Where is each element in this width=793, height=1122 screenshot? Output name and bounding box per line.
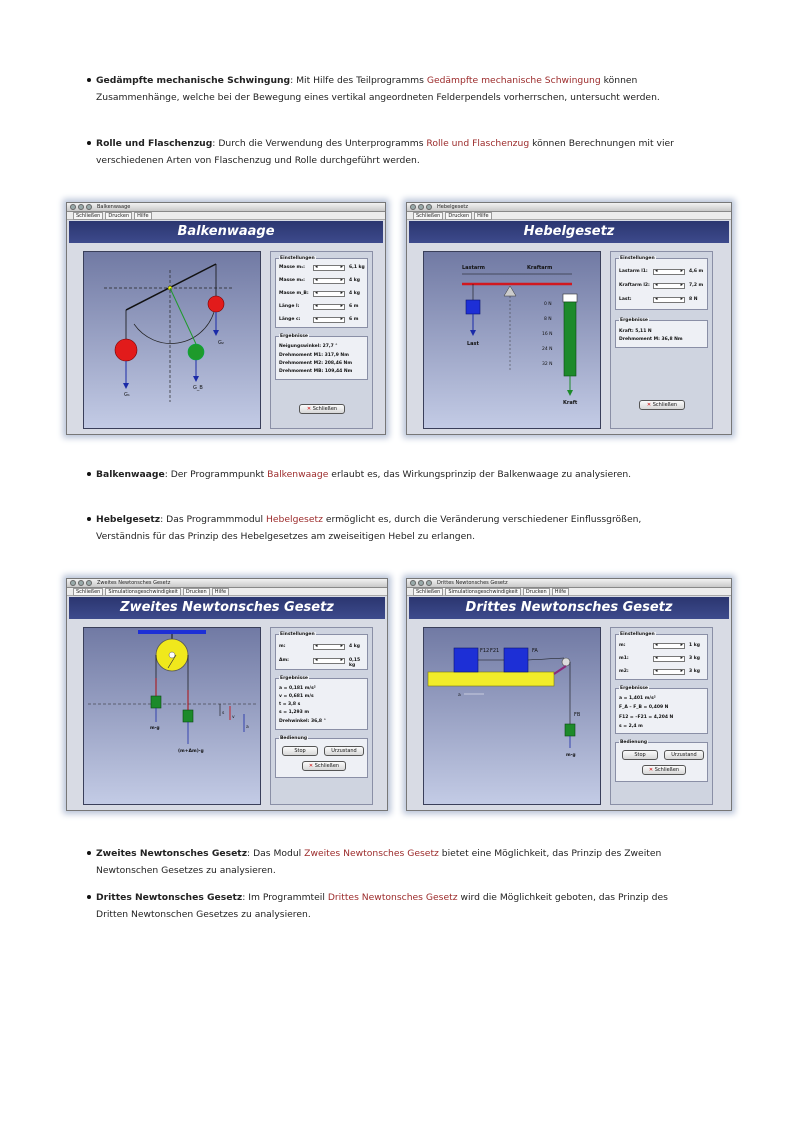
setting-slider[interactable] <box>653 669 685 675</box>
mass-mb <box>188 344 204 360</box>
label-g1: G₁ <box>124 392 130 398</box>
menu-drucken[interactable]: Drucken <box>523 588 550 596</box>
window-titlebar <box>407 203 731 212</box>
setting-row <box>279 317 365 324</box>
bullet-link[interactable]: Drittes Newtonsches Gesetz <box>327 892 458 903</box>
table-surface <box>428 672 554 686</box>
block-m2 <box>504 648 528 672</box>
bedienung-group <box>275 738 368 778</box>
menubar <box>407 212 731 220</box>
label-dmg: (m+Δm)·g <box>178 749 204 754</box>
balkenwaage-drawing <box>84 252 262 430</box>
button-label: Schließen <box>312 406 338 412</box>
close-icon: ✕ <box>648 767 654 773</box>
setting-row <box>279 278 365 285</box>
bullet-hebelgesetz <box>87 511 687 545</box>
menu-hilfe[interactable]: Hilfe <box>134 212 151 220</box>
setting-slider[interactable] <box>313 304 345 310</box>
label-a: a <box>458 693 461 698</box>
menu-schliessen[interactable]: Schließen <box>73 212 103 220</box>
bullet-dot <box>87 472 91 476</box>
setting-row <box>619 297 705 304</box>
bullet-rolle-flaschenzug <box>87 135 687 169</box>
menubar <box>67 588 387 596</box>
scale-tick: 24 N <box>542 347 553 352</box>
setting-value: 4,6 m <box>689 269 704 274</box>
force-arrowhead-gb <box>193 376 199 382</box>
close-icon: ✕ <box>306 406 312 412</box>
bullet-text: : Der Programmpunkt <box>164 469 268 480</box>
label-last: Last <box>467 341 479 347</box>
label-kraftarm: Kraftarm <box>527 265 553 271</box>
setting-value: 8 N <box>689 297 698 302</box>
bullet-zweites-newtonsches-gesetz <box>87 845 687 879</box>
setting-value: 4 kg <box>349 278 360 283</box>
kraft-arrowhead <box>567 390 573 396</box>
label-a: a <box>246 725 249 730</box>
setting-row <box>279 304 365 311</box>
string-mb <box>170 288 196 344</box>
setting-slider[interactable] <box>313 644 345 650</box>
setting-value: 3 kg <box>689 669 700 674</box>
label-f21: F21 <box>490 648 500 654</box>
bullet-text: : Im Programmteil <box>242 892 328 903</box>
close-icon: ✕ <box>308 763 314 769</box>
bullet-text: können Zusammenhänge, welche bei der Bewegung eines vertikal angeordneten Felderpendels vorherrschen, untersucht werden. <box>96 75 660 103</box>
menu-hilfe[interactable]: Hilfe <box>474 212 491 220</box>
simulation-canvas <box>83 251 261 429</box>
schliessen-button[interactable] <box>639 400 685 410</box>
window-close-icon[interactable] <box>410 204 416 210</box>
bullet-title: Balkenwaage <box>96 469 165 480</box>
bullet-link[interactable]: Zweites Newtonsches Gesetz <box>304 848 439 859</box>
einstellungen-group <box>275 258 368 328</box>
bullet-link[interactable]: Balkenwaage <box>267 469 329 480</box>
window-maximize-icon[interactable] <box>86 204 92 210</box>
result-line: a = 0,181 m/s² <box>279 686 316 691</box>
bullet-dot <box>87 851 91 855</box>
bullet-text: wird die Möglichkeit geboten, das Prinzip des Dritten Newtonschen Gesetzes zu analysieren. <box>96 892 668 920</box>
label-f12: F12 <box>480 648 490 654</box>
window-minimize-icon[interactable] <box>418 580 424 586</box>
stop-button[interactable]: Stop <box>622 750 658 760</box>
ergebnisse-group <box>615 688 708 734</box>
setting-slider[interactable] <box>653 297 685 303</box>
label-lastarm: Lastarm <box>462 265 485 271</box>
setting-label: Masse m_B: <box>279 291 309 296</box>
label-v: v <box>232 715 235 720</box>
menu-drucken[interactable]: Drucken <box>445 212 472 220</box>
load-arrowhead <box>470 330 476 336</box>
setting-value: 7,2 m <box>689 283 704 288</box>
scale-tick: 32 N <box>542 362 553 367</box>
menubar <box>67 212 385 220</box>
window-close-icon[interactable] <box>70 580 76 586</box>
group-label: Ergebnisse <box>620 318 648 323</box>
setting-value: 6 m <box>349 317 359 322</box>
button-label: Schließen <box>652 402 678 408</box>
einstellungen-group <box>615 634 708 680</box>
app-heading: Hebelgesetz <box>409 221 729 243</box>
result-line: Drehmoment M2: 208,46 Nm <box>279 361 353 366</box>
bullet-link[interactable]: Gedämpfte mechanische Schwingung <box>426 75 601 86</box>
menu-schliessen[interactable]: Schließen <box>413 588 443 596</box>
app-window <box>407 203 731 434</box>
setting-slider[interactable] <box>313 658 345 664</box>
bullet-text: : Das Modul <box>247 848 305 859</box>
result-line: Drehmoment MB: 109,44 Nm <box>279 369 353 374</box>
setting-label: m: <box>619 643 626 648</box>
ergebnisse-group <box>275 336 368 380</box>
setting-row <box>279 658 365 668</box>
window-titlebar <box>407 579 731 588</box>
bullet-text: bietet eine Möglichkeit, das Prinzip des Zweiten Newtonschen Gesetzes zu analysieren. <box>96 848 662 876</box>
setting-value: 6 m <box>349 304 359 309</box>
window-maximize-icon[interactable] <box>426 580 432 586</box>
group-label: Bedienung <box>280 736 308 741</box>
setting-row <box>619 283 705 290</box>
mass-left <box>151 696 161 708</box>
label-g2: G₂ <box>218 340 224 346</box>
setting-value: 0,15 kg <box>349 658 361 668</box>
bullet-title: Rolle und Flaschenzug <box>96 138 213 149</box>
menu-schliessen[interactable]: Schließen <box>413 212 443 220</box>
close-icon: ✕ <box>646 402 652 408</box>
setting-row <box>619 643 705 650</box>
spring-scale-top <box>563 294 577 302</box>
hanging-mass <box>565 724 575 736</box>
setting-label: Lastarm l1: <box>619 269 648 274</box>
label-kraft: Kraft <box>563 400 578 406</box>
schliessen-button[interactable] <box>299 404 345 414</box>
setting-value: 4 kg <box>349 644 360 649</box>
hebelgesetz-drawing <box>424 252 602 430</box>
screenshot-balkenwaage <box>66 202 386 435</box>
result-line: Drehwinkel: 36,8 ° <box>279 719 326 724</box>
setting-slider[interactable] <box>653 269 685 275</box>
bullet-dot <box>87 895 91 899</box>
urzustand-button[interactable]: Urzustand <box>664 750 704 760</box>
window-title: Hebelgesetz <box>437 204 468 210</box>
setting-row <box>279 265 365 272</box>
setting-slider[interactable] <box>653 643 685 649</box>
spring-scale-body <box>564 302 576 376</box>
screenshot-drittes-newtonsches-gesetz <box>406 578 732 811</box>
setting-label: Δm: <box>279 658 289 663</box>
force-arrowhead-g1 <box>123 383 129 389</box>
window-minimize-icon[interactable] <box>78 204 84 210</box>
atwood-machine-drawing <box>84 628 262 806</box>
group-label: Bedienung <box>620 740 648 745</box>
simulation-canvas <box>83 627 261 805</box>
app-window <box>407 579 731 810</box>
ergebnisse-group <box>615 320 708 348</box>
bullet-drittes-newtonsches-gesetz <box>87 889 687 923</box>
button-label: Schließen <box>654 767 680 773</box>
schliessen-button[interactable] <box>302 761 346 771</box>
window-minimize-icon[interactable] <box>78 580 84 586</box>
scale-tick: 0 N <box>544 302 552 307</box>
setting-row <box>619 269 705 276</box>
menubar <box>407 588 731 596</box>
group-label: Ergebnisse <box>620 686 648 691</box>
setting-label: m2: <box>619 669 629 674</box>
setting-value: 3 kg <box>689 656 700 661</box>
setting-slider[interactable] <box>313 317 345 323</box>
window-close-icon[interactable] <box>410 580 416 586</box>
screenshot-hebelgesetz <box>406 202 732 435</box>
setting-label: Länge c: <box>279 317 301 322</box>
setting-label: Last: <box>619 297 632 302</box>
result-line: s = 2,4 m <box>619 724 643 729</box>
stop-button[interactable]: Stop <box>282 746 318 756</box>
bullet-gedaempfte-schwingung <box>87 72 687 106</box>
window-maximize-icon[interactable] <box>86 580 92 586</box>
bullet-text: : Mit Hilfe des Teilprogramms <box>290 75 427 86</box>
setting-row <box>279 644 365 651</box>
setting-label: m1: <box>619 656 629 661</box>
setting-value: 4 kg <box>349 291 360 296</box>
control-panel <box>270 251 373 429</box>
result-line: F_A – F_B = 0,409 N <box>619 705 669 710</box>
setting-value: 6,1 kg <box>349 265 365 270</box>
setting-label: Kraftarm l2: <box>619 283 650 288</box>
setting-slider[interactable] <box>313 278 345 284</box>
window-title: Zweites Newtonsches Gesetz <box>97 580 171 586</box>
result-line: Drehmoment M1: 317,9 Nm <box>279 353 349 358</box>
bullet-title: Zweites Newtonsches Gesetz <box>96 848 248 859</box>
setting-slider[interactable] <box>653 283 685 289</box>
group-label: Einstellungen <box>620 632 655 637</box>
result-line: Neigungswinkel: 27,7 ° <box>279 344 338 349</box>
menu-hilfe[interactable]: Hilfe <box>212 588 229 596</box>
result-line: F12 = –F21 = 4,204 N <box>619 715 674 720</box>
control-panel <box>610 627 713 805</box>
screenshot-zweites-newtonsches-gesetz <box>66 578 388 811</box>
bullet-text: : Durch die Verwendung des Unterprogramms <box>212 138 427 149</box>
app-heading: Zweites Newtonsches Gesetz <box>69 597 385 619</box>
result-line: t = 3,8 s <box>279 702 301 707</box>
result-line: Kraft: 5,11 N <box>619 329 652 334</box>
einstellungen-group <box>275 634 368 670</box>
urzustand-button[interactable]: Urzustand <box>324 746 364 756</box>
setting-label: m: <box>279 644 286 649</box>
window-titlebar <box>67 579 387 588</box>
bullet-balkenwaage <box>87 466 687 483</box>
group-label: Ergebnisse <box>280 676 308 681</box>
bullet-text: : Das Programmmodul <box>160 514 266 525</box>
window-close-icon[interactable] <box>70 204 76 210</box>
control-panel <box>270 627 373 805</box>
bullet-link[interactable]: Rolle und Flaschenzug <box>426 138 530 149</box>
simulation-canvas <box>423 251 601 429</box>
fulcrum <box>504 286 516 296</box>
setting-slider[interactable] <box>313 265 345 271</box>
setting-row <box>619 656 705 663</box>
pulley-string <box>528 658 564 660</box>
group-label: Einstellungen <box>620 256 655 261</box>
group-label: Einstellungen <box>280 632 315 637</box>
setting-value: 1 kg <box>689 643 700 648</box>
ceiling-mount <box>138 630 206 634</box>
result-line: a = 1,401 m/s² <box>619 696 656 701</box>
control-panel <box>610 251 713 429</box>
mass-m1 <box>115 339 137 361</box>
bedienung-group <box>615 742 708 782</box>
group-label: Ergebnisse <box>280 334 308 339</box>
ergebnisse-group <box>275 678 368 730</box>
bullet-text: erlaubt es, das Wirkungsprinzip der Balkenwaage zu analysieren. <box>328 469 632 480</box>
window-titlebar <box>67 203 385 212</box>
bullet-text: ermöglicht es, durch die Veränderung verschiedener Einflussgrößen, Verständnis für das Prinzip des Hebelgesetzes am zweiseitigen Hebel zu erlangen. <box>96 514 642 542</box>
block-m1 <box>454 648 478 672</box>
bullet-title: Drittes Newtonsches Gesetz <box>96 892 243 903</box>
menu-drucken[interactable]: Drucken <box>105 212 132 220</box>
app-window <box>67 579 387 810</box>
dritte-gesetz-drawing <box>424 628 602 806</box>
table-pulley <box>562 658 570 666</box>
bullet-dot <box>87 78 91 82</box>
scale-tick: 8 N <box>544 317 552 322</box>
bullet-title: Hebelgesetz <box>96 514 161 525</box>
menu-drucken[interactable]: Drucken <box>183 588 210 596</box>
label-fa: FA <box>532 648 538 654</box>
menu-schliessen[interactable]: Schließen <box>73 588 103 596</box>
bullet-dot <box>87 517 91 521</box>
pulley-axle <box>169 652 175 658</box>
load-block <box>466 300 480 314</box>
app-window <box>67 203 385 434</box>
setting-row <box>619 669 705 676</box>
angle-scale <box>134 312 214 343</box>
label-gb: G_B <box>193 385 203 391</box>
force-arrowhead-g2 <box>213 330 219 336</box>
simulation-canvas <box>423 627 601 805</box>
label-fb: FB <box>574 712 581 718</box>
schliessen-button[interactable] <box>642 765 686 775</box>
result-line: Drehmoment M: 36,8 Nm <box>619 337 683 342</box>
group-label: Einstellungen <box>280 256 315 261</box>
label-mg: m·g <box>150 726 160 731</box>
setting-slider[interactable] <box>313 291 345 297</box>
setting-label: Länge l: <box>279 304 300 309</box>
setting-slider[interactable] <box>653 656 685 662</box>
setting-label: Masse m₂: <box>279 278 305 283</box>
bullet-text: können Berechnungen mit vier verschiedenen Arten von Flaschenzug und Rolle durchgeführt werden. <box>96 138 674 166</box>
mass-m2 <box>208 296 224 312</box>
mass-right <box>183 710 193 722</box>
scale-tick: 16 N <box>542 332 553 337</box>
setting-label: Masse m₁: <box>279 265 305 270</box>
label-s: s <box>222 711 225 716</box>
label-mg: m·g <box>566 753 576 758</box>
setting-row <box>279 291 365 298</box>
einstellungen-group <box>615 258 708 310</box>
button-label: Schließen <box>314 763 340 769</box>
result-line: s = 1,293 m <box>279 710 310 715</box>
menu-simulationsgeschwindigkeit[interactable]: Simulationsgeschwindigkeit <box>105 588 181 596</box>
menu-hilfe[interactable]: Hilfe <box>552 588 569 596</box>
bullet-title: Gedämpfte mechanische Schwingung <box>96 75 291 86</box>
window-title: Balkenwaage <box>97 204 131 210</box>
app-heading: Drittes Newtonsches Gesetz <box>409 597 729 619</box>
bullet-dot <box>87 141 91 145</box>
window-minimize-icon[interactable] <box>418 204 424 210</box>
result-line: v = 0,681 m/s <box>279 694 314 699</box>
menu-simulationsgeschwindigkeit[interactable]: Simulationsgeschwindigkeit <box>445 588 521 596</box>
app-heading: Balkenwaage <box>69 221 383 243</box>
window-title: Drittes Newtonsches Gesetz <box>437 580 508 586</box>
window-maximize-icon[interactable] <box>426 204 432 210</box>
pulley-bracket <box>554 666 566 674</box>
bullet-link[interactable]: Hebelgesetz <box>265 514 323 525</box>
